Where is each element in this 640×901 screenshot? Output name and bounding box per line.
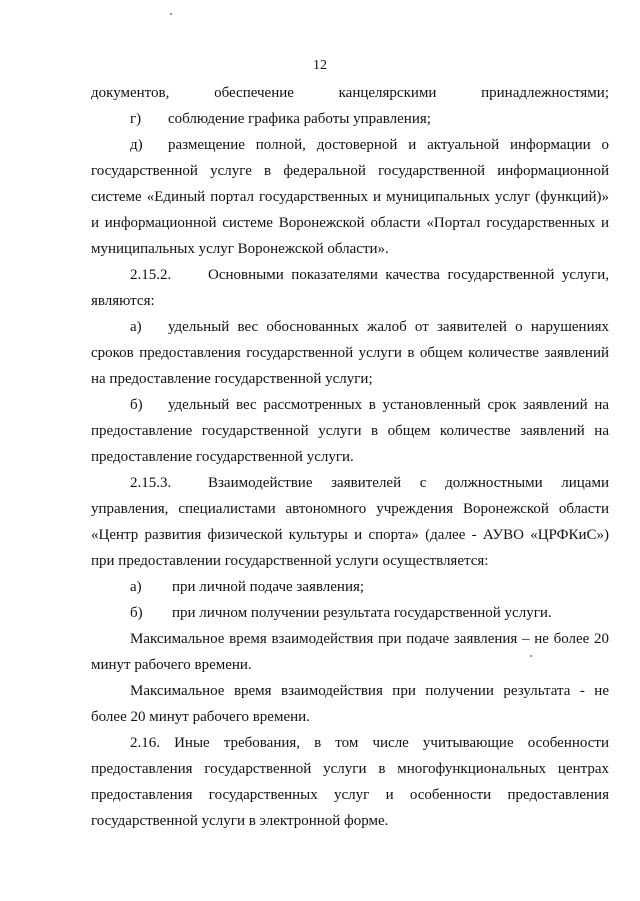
list-marker: а)	[130, 579, 142, 595]
text-line: управления, специалистами автономного учреждения Воронежской области	[91, 501, 609, 517]
list-item-text: удельный вес рассмотренных в установленный срок заявлений на	[168, 397, 609, 413]
section-number: 2.15.2.	[130, 267, 172, 283]
section-text: Взаимодействие заявителей с должностными лицами	[208, 475, 609, 491]
text-line: системе «Единый портал государственных и муниципальных услуг (функций)»	[91, 189, 609, 205]
text-line: при предоставлении государственной услуги осуществляется:	[91, 553, 489, 569]
list-marker: б)	[130, 397, 143, 413]
text-line: являются:	[91, 293, 155, 309]
text-line: минут рабочего времени.	[91, 657, 252, 673]
text-line: на предоставление государственной услуги;	[91, 371, 373, 387]
list-item-text: удельный вес обоснованных жалоб от заявителей о нарушениях	[168, 319, 609, 335]
list-item-text: при личной подаче заявления;	[172, 579, 365, 595]
text-line: и информационной системе Воронежской области «Портал государственных и	[91, 215, 609, 231]
section-number: 2.15.3.	[130, 475, 172, 491]
list-item-text: при личном получении результата государственной услуги.	[172, 605, 552, 621]
scan-speck	[170, 13, 172, 15]
text-line: предоставления государственных услуг и особенности предоставления	[91, 787, 609, 803]
page-number: 12	[313, 58, 327, 73]
list-item-text: соблюдение графика работы управления;	[168, 111, 431, 127]
text-line: государственной услуги в электронной форме.	[91, 813, 389, 829]
text-line: муниципальных услуг Воронежской области».	[91, 241, 389, 257]
text-line: предоставление государственной услуги в общем количестве заявлений на	[91, 423, 609, 439]
text-line: государственной услуге в федеральной государственной информационной	[91, 163, 609, 179]
text-line: сроков предоставления государственной услуги в общем количестве заявлений	[91, 345, 609, 361]
text-line: предоставление государственной услуги.	[91, 449, 354, 465]
list-marker: а)	[130, 319, 142, 335]
text-line: предоставления государственной услуги в многофункциональных центрах	[91, 761, 609, 777]
list-item-text: размещение полной, достоверной и актуальной информации о	[168, 137, 609, 153]
text-line: более 20 минут рабочего времени.	[91, 709, 310, 725]
list-marker: д)	[130, 137, 143, 153]
section-text: Основными показателями качества государственной услуги,	[208, 267, 609, 283]
section-text: 2.16. Иные требования, в том числе учитывающие особенности	[130, 735, 609, 751]
list-marker: г)	[130, 111, 142, 127]
list-marker: б)	[130, 605, 143, 621]
text-line: Максимальное время взаимодействия при получении результата - не	[130, 683, 609, 699]
text-line: документов, обеспечение канцелярскими принадлежностями;	[91, 85, 609, 101]
text-line: Максимальное время взаимодействия при подаче заявления – не более 20	[130, 631, 609, 647]
text-line: «Центр развития физической культуры и спорта» (далее - АУВО «ЦРФКиС»)	[91, 527, 609, 543]
